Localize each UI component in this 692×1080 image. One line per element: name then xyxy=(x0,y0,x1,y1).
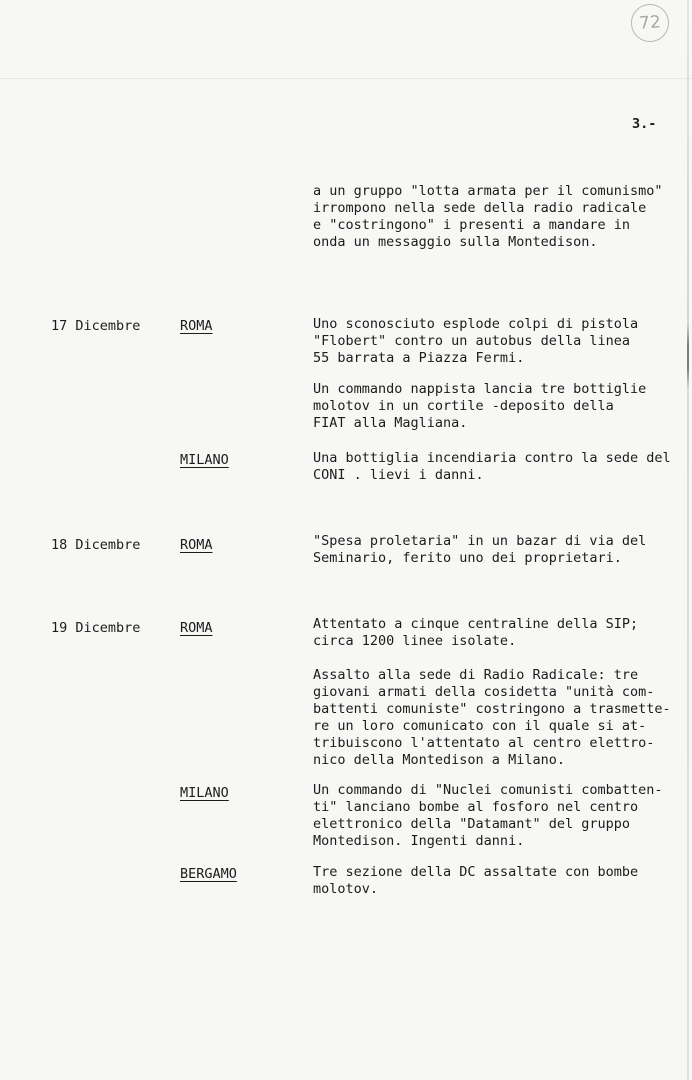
entry-date: 19 Dicembre xyxy=(51,620,141,636)
entry-paragraph: Uno sconosciuto esplode colpi di pistola "Flobert" contro un autobus della linea 55 barrata a Piazza Fermi. xyxy=(313,316,639,366)
entry-paragraph: Un commando di "Nuclei comunisti combatten- ti" lanciano bombe al fosforo nel centro elettronico della "Datamant" del gruppo Montedison. Ingenti danni. xyxy=(313,782,663,849)
scan-fold-line xyxy=(0,78,692,79)
entry-city: BERGAMO xyxy=(180,866,237,882)
entry-city: MILANO xyxy=(180,785,229,801)
entry-paragraph: Tre sezione della DC assaltate con bombe molotov. xyxy=(313,864,639,897)
entry-city: ROMA xyxy=(180,318,213,334)
entry-paragraph: Un commando nappista lancia tre bottiglie molotov in un cortile -deposito della FIAT alla Magliana. xyxy=(313,381,647,431)
entry-paragraph: Una bottiglia incendiaria contro la sede del CONI . lievi i danni. xyxy=(313,450,671,483)
entry-city: ROMA xyxy=(180,537,213,553)
intro-paragraph: a un gruppo "lotta armata per il comunismo" irrompono nella sede della radio radicale e "costringono" i presenti a mandare in onda un messaggio sulla Montedison. xyxy=(313,183,663,250)
entry-paragraph: Assalto alla sede di Radio Radicale: tre giovani armati della cosidetta "unità com- battenti comuniste" costringono a trasmette- re un loro comunicato con il quale si at- tribuiscono l'attentato al centro elettro- nico della Montedison a Milano. xyxy=(313,667,671,768)
entry-date: 17 Dicembre xyxy=(51,318,141,334)
entry-city: MILANO xyxy=(180,452,229,468)
entry-paragraph: Attentato a cinque centraline della SIP; circa 1200 linee isolate. xyxy=(313,616,639,649)
entry-city: ROMA xyxy=(180,620,213,636)
entry-date: 18 Dicembre xyxy=(51,537,141,553)
entry-paragraph: "Spesa proletaria" in un bazar di via del Seminario, ferito uno dei proprietari. xyxy=(313,533,647,566)
page-stamp: 72 xyxy=(630,3,671,44)
page-number: 3.- xyxy=(632,116,657,132)
